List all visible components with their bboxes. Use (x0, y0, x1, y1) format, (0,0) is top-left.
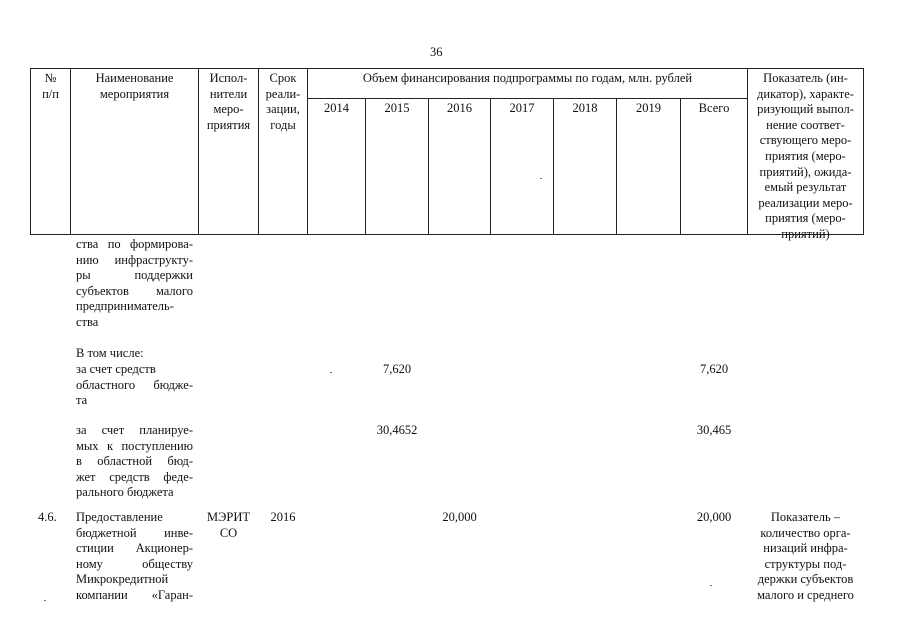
header-year-2016: 2016 (447, 101, 472, 115)
regional-total-value: 7,620 (699, 362, 729, 376)
header-year-2019: 2019 (636, 101, 661, 115)
scan-speck (540, 178, 542, 179)
header-total: Всего (698, 101, 730, 115)
continuation-line: ры поддержки (76, 268, 193, 283)
table-col-border (365, 98, 366, 235)
table-col-border (490, 98, 491, 235)
years-row-border (307, 98, 748, 99)
table-col-border (428, 98, 429, 235)
item-4-6-indicator-line: количество орга- (760, 525, 851, 540)
table-header-bottom-border (30, 234, 864, 235)
header-year-2018: 2018 (572, 101, 598, 115)
federal-line: в областной бюд- (76, 454, 193, 469)
table-col-border (616, 98, 617, 235)
item-4-6-name (76, 510, 193, 604)
federal-line: рального бюджета (76, 485, 174, 500)
table-col-border (863, 68, 864, 235)
header-term: Срок реали- зации, годы (265, 71, 301, 132)
header-num: № п/п (42, 71, 59, 101)
continuation-line: ства (76, 314, 99, 329)
federal-line: мых к поступлению (76, 438, 193, 453)
regional-line: за счет средств (76, 362, 156, 376)
header-year-2017: 2017 (509, 101, 535, 115)
federal-total-value: 30,465 (696, 423, 732, 437)
header-name: Наименование мероприятия (95, 71, 174, 101)
item-4-6-executor: МЭРИТ СО (207, 510, 250, 540)
header-indicator: Показатель (ин- дикатор), характе- ризующий выпол- нение соответ- ствующего меро- приятия (меро- приятий), ожида- емый результат реализации меро- приятия (меро- приятий) (757, 71, 854, 241)
scan-speck (44, 600, 46, 601)
item-4-6-name-line: компании «Гаран- (76, 587, 193, 602)
item-4-6-number: 4.6. (38, 510, 57, 524)
header-executors: Испол- нители меро- приятия (206, 71, 251, 132)
federal-2015-value: 30,4652 (376, 423, 418, 437)
continuation-line: субъектов малого (76, 283, 193, 298)
item-4-6-name-line: ному обществу (76, 556, 193, 571)
item-4-6-indicator (748, 510, 863, 604)
scan-speck (330, 372, 332, 373)
federal-line: жет средств феде- (76, 469, 193, 484)
item-4-6-name-line: Предоставление (76, 510, 163, 524)
continuation-line: ства по формирова- (76, 237, 193, 251)
federal-budget-label (76, 423, 193, 501)
header-year-2014: 2014 (324, 101, 349, 115)
item-4-6-indicator-line: Показатель – (770, 510, 841, 524)
regional-line: областного бюдже- (76, 377, 193, 392)
item-4-6-indicator-line: держки субъектов (757, 572, 854, 587)
item-4-6-indicator-line: структуры под- (764, 556, 847, 571)
federal-line: за счет планируе- (76, 423, 193, 437)
item-4-6-term: 2016 (270, 510, 296, 524)
item-4-6-total-value: 20,000 (696, 510, 732, 524)
item-4-6-indicator-line: малого и среднего (757, 587, 854, 602)
scan-speck (710, 585, 712, 586)
page-number: 36 (430, 45, 443, 59)
regional-line: та (76, 393, 88, 408)
continuation-line: предприниматель- (76, 299, 174, 314)
table-top-border (30, 68, 864, 69)
item-4-6-name-line: стиции Акционер- (76, 541, 193, 556)
table-col-border (553, 98, 554, 235)
item-4-6-name-line: Микрокредитной (76, 572, 169, 587)
table-col-border (680, 98, 681, 235)
regional-budget-label (76, 362, 193, 409)
item-4-6-2016-value: 20,000 (442, 510, 477, 524)
continuation-text (76, 237, 193, 331)
table-col-border (307, 68, 308, 235)
header-year-2015: 2015 (384, 101, 410, 115)
regional-2015-value: 7,620 (382, 362, 412, 376)
in-total-label: В том числе: (76, 346, 144, 360)
continuation-line: нию инфраструкту- (76, 252, 193, 267)
item-4-6-name-line: бюджетной инве- (76, 525, 193, 540)
header-funding: Объем финансирования подпрограммы по годам, млн. рублей (362, 71, 693, 85)
item-4-6-indicator-line: низаций инфра- (763, 541, 848, 556)
